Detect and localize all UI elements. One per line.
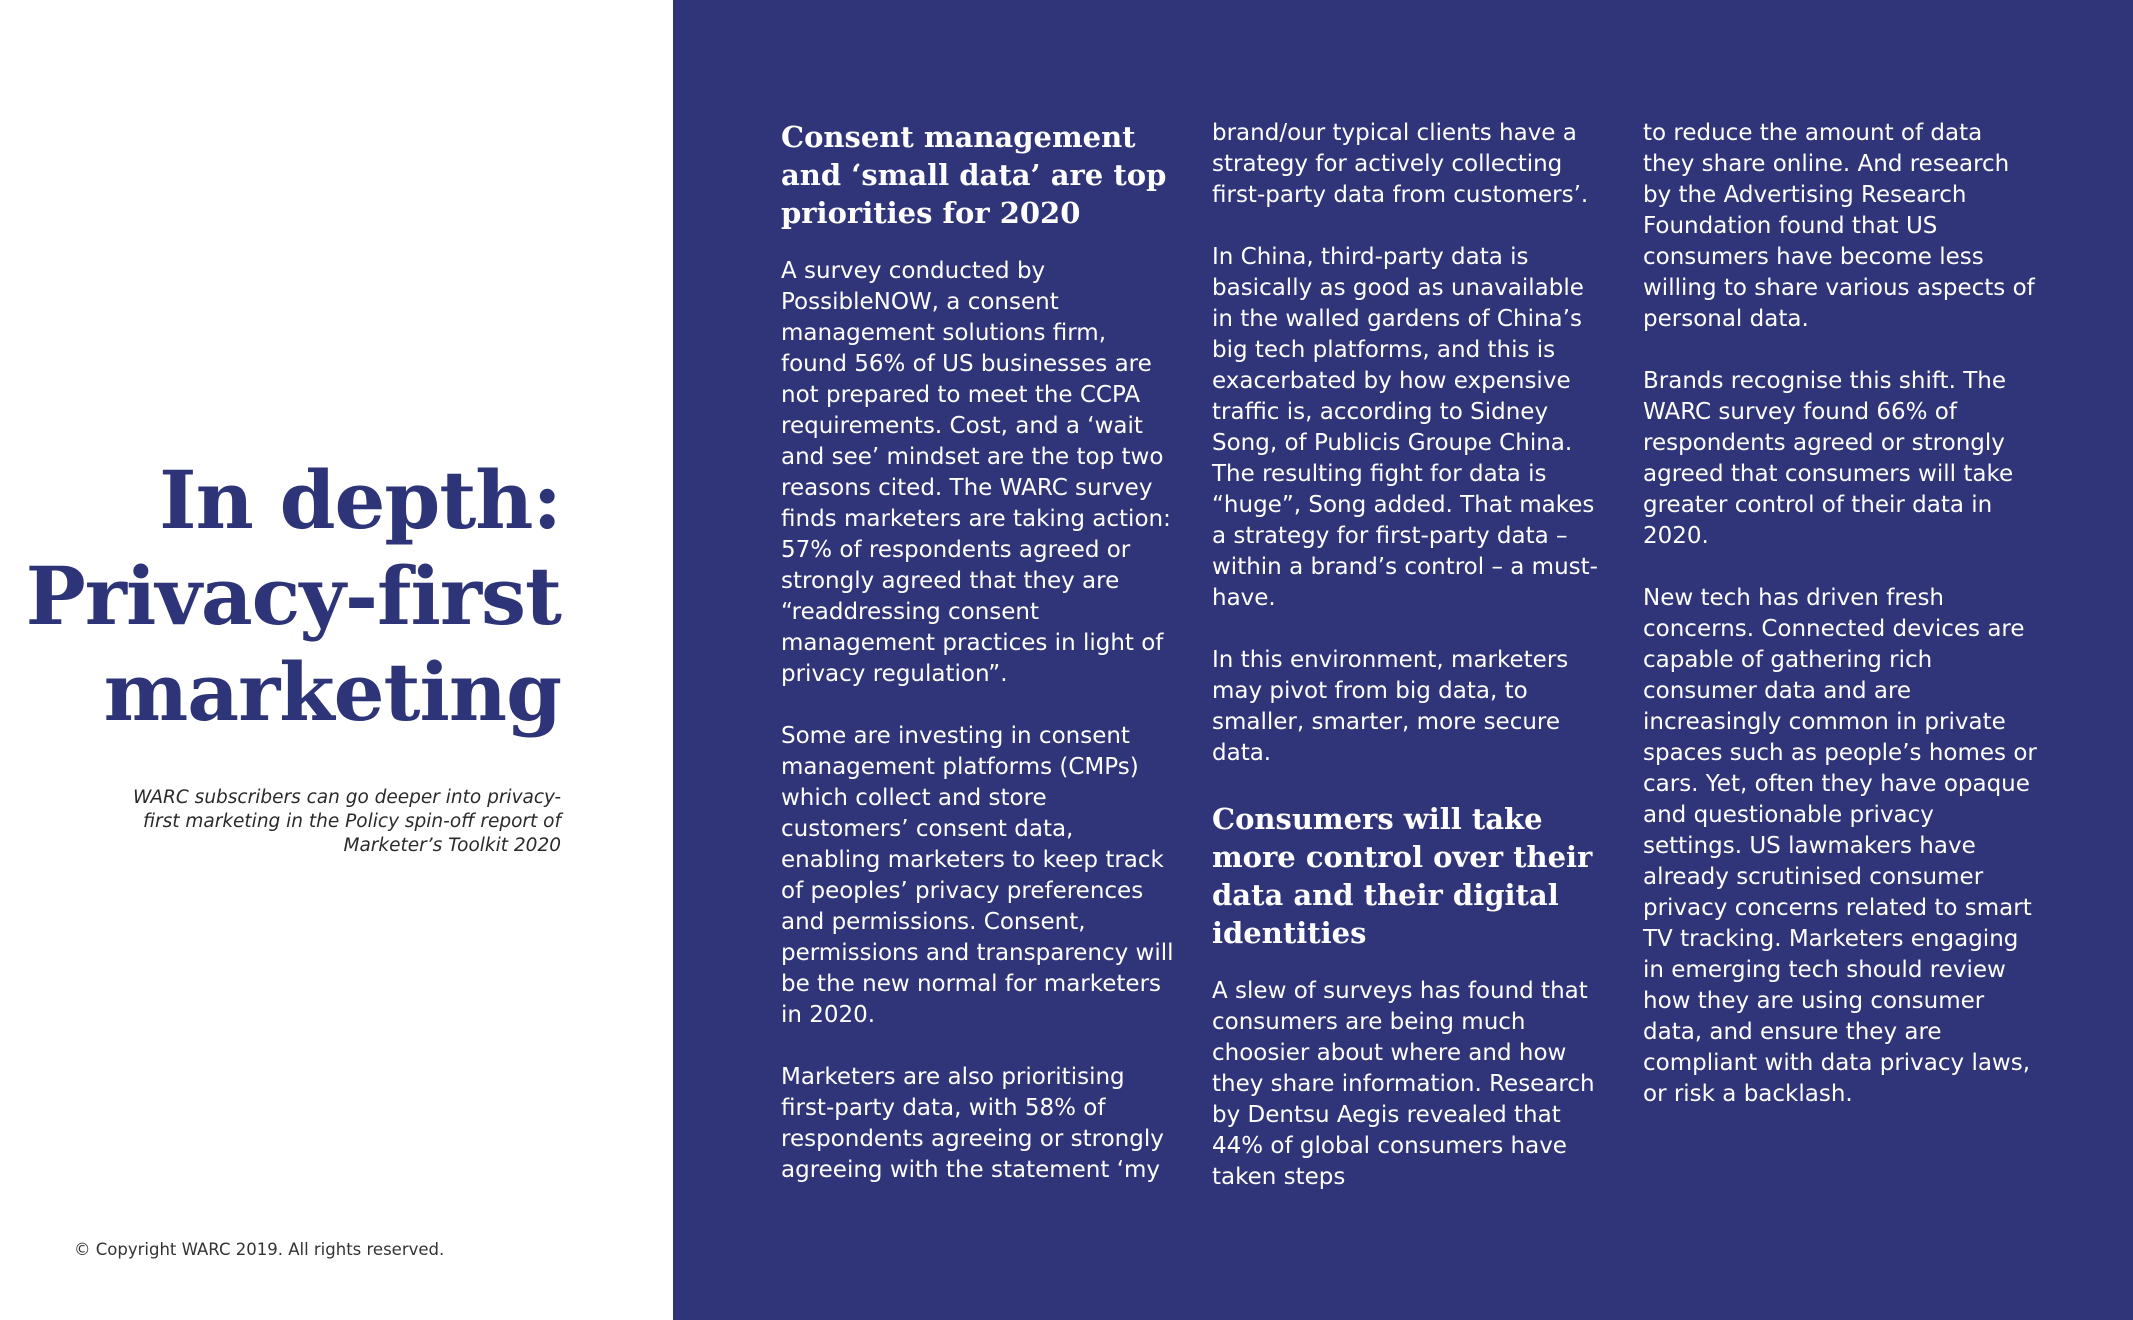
paragraph: to reduce the amount of data they share online. And research by the Advertising Research Foundation found that US consumers have become less willing to share various aspects of personal data. — [1643, 120, 2035, 332]
paragraph: A survey conducted by PossibleNOW, a consent management solutions firm, found 56% of US businesses are not prepared to meet the CCPA requirements. Cost, and a ‘wait and see’ mindset are the top two reasons cited. The WARC survey finds marketers are taking action: 57% of respondents agreed or strongly agreed that they are “readdressing consent management practices in light of privacy regulation”. — [781, 258, 1171, 687]
article-column-1 — [781, 118, 1176, 1217]
title-line-2: Privacy-first — [25, 549, 561, 643]
paragraph: In China, third-party data is basically as good as unavailable in the walled gardens of China’s big tech platforms, and this is exacerbated by how expensive traffic is, according to Sidney Song, of Publicis Groupe China. The resulting fight for data is “huge”, Song added. That makes a strategy for first-party data – within a brand’s control – a must-have. — [1212, 244, 1598, 611]
paragraph: Marketers are also prioritising first-party data, with 58% of respondents agreeing or strongly agreeing with the statement ‘my — [781, 1064, 1164, 1183]
paragraph: New tech has driven fresh concerns. Connected devices are capable of gathering rich consumer data and are increasingly common in private spaces such as people’s homes or cars. Yet, often they have opaque and questionable privacy settings. US lawmakers have already scrutinised consumer privacy concerns related to smart TV tracking. Marketers engaging in emerging tech should review how they are using consumer data, and ensure they are compliant with data privacy laws, or risk a backlash. — [1643, 585, 2037, 1107]
section-heading-consent: Consent management and ‘small data’ are top priorities for 2020 — [781, 120, 1167, 230]
page-title — [1, 452, 561, 740]
article-column-3 — [1643, 118, 2038, 1141]
paragraph: A slew of surveys has found that consumers are being much choosier about where and how they share information. Research by Dentsu Aegis revealed that 44% of global consumers have taken steps — [1212, 978, 1595, 1190]
paragraph: Brands recognise this shift. The WARC survey found 66% of respondents agreed or strongly agreed that consumers will take greater control of their data in 2020. — [1643, 368, 2014, 549]
subscriber-note: WARC subscribers can go deeper into privacy-first marketing in the Policy spin-off report of Marketer’s Toolkit 2020 — [133, 787, 561, 856]
section-heading-consumers: Consumers will take more control over their data and their digital identities — [1212, 802, 1593, 950]
title-line-3: marketing — [103, 645, 561, 739]
paragraph: brand/our typical clients have a strategy for actively collecting first-party data from customers’. — [1212, 120, 1589, 208]
left-panel — [0, 0, 673, 1320]
paragraph: Some are investing in consent management platforms (CMPs) which collect and store customers’ consent data, enabling marketers to keep track of peoples’ privacy preferences and permissions. Consent, permissions and transparency will be the new normal for marketers in 2020. — [781, 723, 1174, 1028]
copyright-notice: © Copyright WARC 2019. All rights reserved. — [74, 1240, 445, 1259]
article-column-2 — [1212, 118, 1607, 1224]
paragraph: In this environment, marketers may pivot from big data, to smaller, smarter, more secure data. — [1212, 647, 1569, 766]
article-panel — [673, 0, 2133, 1320]
title-line-1: In depth: — [159, 453, 561, 547]
